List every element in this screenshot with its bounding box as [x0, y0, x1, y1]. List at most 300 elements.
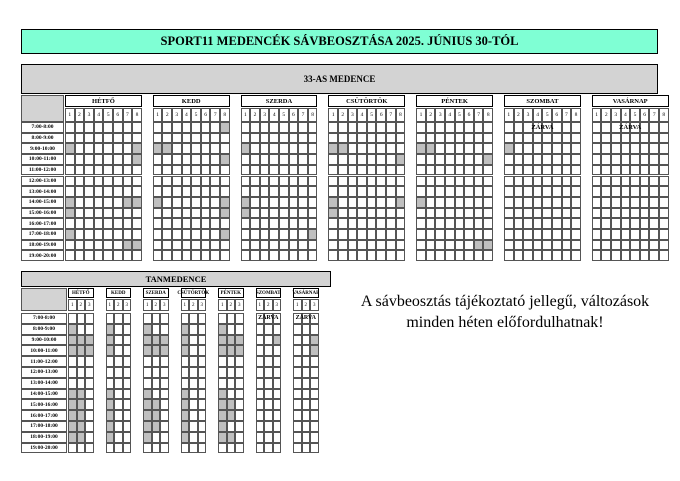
lane-slot	[504, 229, 514, 240]
lane-slot	[85, 378, 94, 389]
lane-slot	[464, 176, 474, 187]
lane-slot	[571, 218, 581, 229]
lane-number: 2	[189, 299, 198, 311]
lane-slot	[426, 197, 436, 208]
lane-slot	[279, 143, 289, 154]
lane-slot	[198, 335, 207, 346]
lane-slot	[348, 122, 358, 133]
lane-slot	[455, 229, 465, 240]
lane-slot	[649, 197, 659, 208]
lane-slot	[298, 122, 308, 133]
lane-slot	[426, 154, 436, 165]
lane-slot	[611, 218, 621, 229]
lane-slot	[181, 443, 190, 454]
lane-slot	[416, 229, 426, 240]
time-slot-label: 11:00-12:00	[21, 165, 64, 176]
lane-slot	[445, 208, 455, 219]
lane-slot	[659, 229, 669, 240]
lane-slot	[630, 133, 640, 144]
lane-slot	[376, 250, 386, 261]
lane-slot	[474, 176, 484, 187]
lane-slot	[302, 345, 311, 356]
lane-slot	[445, 122, 455, 133]
lane-slot	[162, 186, 172, 197]
lane-slot	[357, 122, 367, 133]
lane-slot	[289, 143, 299, 154]
lane-slot	[514, 165, 524, 176]
lane-slot	[552, 240, 562, 251]
lane-slot	[659, 208, 669, 219]
day-header: CSÜTÖRTÖK	[328, 95, 405, 107]
lane-slot	[103, 250, 113, 261]
lane-slot	[256, 367, 265, 378]
lane-slot	[445, 197, 455, 208]
lane-number: 8	[483, 108, 493, 122]
day-header: SZERDA	[143, 288, 169, 298]
lane-slot	[68, 324, 77, 335]
lane-slot	[113, 240, 123, 251]
time-slot-label: 7:00-8:00	[21, 313, 67, 324]
lane-slot	[542, 208, 552, 219]
lane-slot	[264, 335, 273, 346]
lane-slot	[123, 229, 133, 240]
lane-slot	[357, 229, 367, 240]
lane-slot	[68, 378, 77, 389]
time-slot-label: 10:00-11:00	[21, 154, 64, 165]
lane-slot	[483, 250, 493, 261]
lane-slot	[123, 176, 133, 187]
lane-slot	[152, 432, 161, 443]
lane-slot	[220, 133, 230, 144]
lane-slot	[191, 165, 201, 176]
lane-slot	[435, 186, 445, 197]
lane-slot	[367, 165, 377, 176]
lane-slot	[571, 250, 581, 261]
lane-slot	[260, 154, 270, 165]
lane-slot	[514, 186, 524, 197]
lane-number: 1	[256, 299, 265, 311]
lane-slot	[298, 186, 308, 197]
lane-slot	[376, 122, 386, 133]
lane-slot	[396, 250, 406, 261]
lane-slot	[189, 335, 198, 346]
lane-slot	[293, 335, 302, 346]
lane-slot	[132, 208, 142, 219]
closed-label: ZÁRVA	[619, 123, 642, 131]
lane-slot	[386, 229, 396, 240]
lane-slot	[210, 143, 220, 154]
lane-slot	[542, 250, 552, 261]
lane-slot	[416, 218, 426, 229]
lane-slot	[269, 218, 279, 229]
lane-slot	[445, 229, 455, 240]
lane-slot	[181, 345, 190, 356]
lane-slot	[601, 176, 611, 187]
lane-number: 6	[201, 108, 211, 122]
lane-slot	[289, 218, 299, 229]
lane-slot	[172, 165, 182, 176]
lane-slot	[77, 356, 86, 367]
lane-slot	[273, 335, 282, 346]
lane-slot	[68, 389, 77, 400]
lane-slot	[630, 250, 640, 261]
lane-slot	[260, 240, 270, 251]
lane-slot	[162, 154, 172, 165]
lane-slot	[474, 154, 484, 165]
lane-number: 3	[523, 108, 533, 122]
lane-slot	[611, 208, 621, 219]
lane-slot	[376, 208, 386, 219]
lane-slot	[162, 197, 172, 208]
lane-slot	[143, 367, 152, 378]
day-header: KEDD	[153, 95, 230, 107]
lane-slot	[376, 240, 386, 251]
lane-slot	[474, 165, 484, 176]
lane-slot	[328, 122, 338, 133]
lane-slot	[621, 240, 631, 251]
lane-slot	[533, 218, 543, 229]
lane-number: 8	[308, 108, 318, 122]
lane-number: 2	[75, 108, 85, 122]
lane-slot	[293, 399, 302, 410]
lane-slot	[298, 197, 308, 208]
lane-slot	[592, 229, 602, 240]
lane-slot	[153, 208, 163, 219]
time-slot-label: 12:00-13:00	[21, 367, 67, 378]
lane-slot	[298, 240, 308, 251]
lane-slot	[533, 165, 543, 176]
lane-slot	[386, 250, 396, 261]
lane-number: 1	[241, 108, 251, 122]
lane-slot	[114, 313, 123, 324]
lane-slot	[123, 399, 132, 410]
lane-slot	[106, 389, 115, 400]
lane-slot	[84, 122, 94, 133]
lane-slot	[571, 186, 581, 197]
lane-slot	[123, 165, 133, 176]
lane-slot	[160, 324, 169, 335]
lane-slot	[269, 154, 279, 165]
lane-slot	[273, 389, 282, 400]
lane-slot	[85, 399, 94, 410]
time-slot-label: 14:00-15:00	[21, 197, 64, 208]
lane-slot	[474, 250, 484, 261]
lane-slot	[416, 197, 426, 208]
lane-slot	[455, 250, 465, 261]
lane-slot	[523, 218, 533, 229]
lane-slot	[426, 176, 436, 187]
lane-slot	[621, 176, 631, 187]
lane-slot	[68, 410, 77, 421]
lane-slot	[84, 208, 94, 219]
lane-slot	[152, 399, 161, 410]
lane-slot	[160, 432, 169, 443]
lane-slot	[191, 218, 201, 229]
lane-slot	[181, 367, 190, 378]
lane-slot	[241, 143, 251, 154]
lane-slot	[250, 229, 260, 240]
lane-number: 1	[68, 299, 77, 311]
lane-slot	[189, 313, 198, 324]
lane-number: 1	[328, 108, 338, 122]
lane-slot	[106, 410, 115, 421]
training-pool-schedule	[21, 271, 331, 453]
lane-slot	[123, 197, 133, 208]
lane-slot	[68, 421, 77, 432]
lane-slot	[649, 250, 659, 261]
lane-slot	[198, 443, 207, 454]
lane-slot	[123, 240, 133, 251]
lane-slot	[269, 250, 279, 261]
lane-slot	[659, 240, 669, 251]
lane-slot	[153, 165, 163, 176]
lane-slot	[348, 176, 358, 187]
lane-slot	[182, 197, 192, 208]
lane-slot	[298, 133, 308, 144]
lane-slot	[68, 345, 77, 356]
lane-number: 8	[220, 108, 230, 122]
lane-slot	[483, 240, 493, 251]
lane-slot	[483, 133, 493, 144]
lane-slot	[264, 410, 273, 421]
lane-number: 1	[416, 108, 426, 122]
lane-slot	[367, 208, 377, 219]
lane-slot	[514, 250, 524, 261]
lane-slot	[250, 197, 260, 208]
lane-slot	[640, 208, 650, 219]
lane-slot	[235, 313, 244, 324]
lane-slot	[308, 186, 318, 197]
lane-slot	[106, 421, 115, 432]
lane-slot	[189, 367, 198, 378]
lane-slot	[552, 197, 562, 208]
lane-slot	[293, 356, 302, 367]
lane-slot	[455, 218, 465, 229]
lane-slot	[533, 240, 543, 251]
lane-slot	[649, 229, 659, 240]
lane-slot	[152, 345, 161, 356]
lane-slot	[367, 154, 377, 165]
lane-slot	[552, 250, 562, 261]
lane-slot	[601, 133, 611, 144]
lane-slot	[279, 218, 289, 229]
lane-slot	[279, 176, 289, 187]
lane-number: 3	[84, 108, 94, 122]
lane-slot	[630, 240, 640, 251]
lane-slot	[523, 176, 533, 187]
lane-slot	[302, 324, 311, 335]
lane-slot	[77, 378, 86, 389]
lane-slot	[241, 197, 251, 208]
lane-slot	[241, 229, 251, 240]
lane-number: 7	[210, 108, 220, 122]
lane-number: 7	[298, 108, 308, 122]
lane-slot	[328, 240, 338, 251]
lane-slot	[264, 378, 273, 389]
lane-slot	[435, 218, 445, 229]
lane-slot	[260, 165, 270, 176]
lane-number: 8	[396, 108, 406, 122]
lane-slot	[542, 229, 552, 240]
lane-slot	[621, 165, 631, 176]
lane-slot	[77, 313, 86, 324]
lane-slot	[435, 197, 445, 208]
lane-slot	[386, 176, 396, 187]
lane-slot	[562, 197, 572, 208]
lane-slot	[84, 250, 94, 261]
lane-slot	[68, 432, 77, 443]
lane-slot	[640, 197, 650, 208]
lane-slot	[132, 218, 142, 229]
lane-slot	[310, 421, 319, 432]
lane-slot	[416, 186, 426, 197]
time-slot-label: 14:00-15:00	[21, 389, 67, 400]
lane-slot	[162, 240, 172, 251]
lane-slot	[630, 229, 640, 240]
lane-slot	[113, 229, 123, 240]
lane-slot	[552, 229, 562, 240]
lane-slot	[357, 240, 367, 251]
lane-slot	[445, 240, 455, 251]
lane-slot	[250, 250, 260, 261]
time-slot-label: 8:00-9:00	[21, 133, 64, 144]
lane-slot	[181, 410, 190, 421]
lane-slot	[592, 250, 602, 261]
lane-number: 3	[435, 108, 445, 122]
lane-slot	[218, 378, 227, 389]
lane-slot	[523, 133, 533, 144]
lane-slot	[153, 186, 163, 197]
lane-slot	[483, 165, 493, 176]
lane-number: 2	[302, 299, 311, 311]
lane-slot	[611, 186, 621, 197]
lane-slot	[75, 208, 85, 219]
lane-slot	[106, 356, 115, 367]
lane-slot	[289, 176, 299, 187]
lane-slot	[338, 240, 348, 251]
lane-slot	[289, 250, 299, 261]
lane-slot	[189, 399, 198, 410]
lane-slot	[132, 229, 142, 240]
lane-slot	[113, 143, 123, 154]
lane-slot	[201, 165, 211, 176]
lane-slot	[201, 133, 211, 144]
lane-slot	[198, 421, 207, 432]
lane-slot	[220, 186, 230, 197]
lane-slot	[227, 389, 236, 400]
lane-slot	[611, 133, 621, 144]
time-slot-label: 17:00-18:00	[21, 421, 67, 432]
lane-slot	[106, 443, 115, 454]
lane-slot	[143, 432, 152, 443]
lane-slot	[77, 324, 86, 335]
lane-slot	[279, 186, 289, 197]
lane-slot	[542, 197, 552, 208]
lane-slot	[172, 133, 182, 144]
lane-slot	[504, 197, 514, 208]
lane-slot	[504, 154, 514, 165]
lane-slot	[289, 165, 299, 176]
lane-slot	[260, 133, 270, 144]
lane-slot	[483, 122, 493, 133]
lane-slot	[143, 421, 152, 432]
lane-number: 5	[191, 108, 201, 122]
lane-slot	[435, 176, 445, 187]
lane-slot	[367, 229, 377, 240]
lane-slot	[279, 197, 289, 208]
lane-slot	[250, 143, 260, 154]
lane-slot	[514, 154, 524, 165]
lane-slot	[464, 240, 474, 251]
lane-slot	[106, 313, 115, 324]
lane-slot	[533, 208, 543, 219]
time-slot-label: 16:00-17:00	[21, 410, 67, 421]
lane-slot	[85, 313, 94, 324]
lane-slot	[445, 186, 455, 197]
lane-slot	[113, 133, 123, 144]
lane-slot	[571, 165, 581, 176]
lane-number: 2	[227, 299, 236, 311]
lane-slot	[386, 208, 396, 219]
lane-slot	[533, 154, 543, 165]
lane-slot	[181, 378, 190, 389]
lane-slot	[201, 176, 211, 187]
lane-slot	[533, 176, 543, 187]
time-slot-label: 17:00-18:00	[21, 229, 64, 240]
lane-slot	[152, 313, 161, 324]
lane-slot	[256, 410, 265, 421]
lane-slot	[103, 218, 113, 229]
lane-slot	[435, 154, 445, 165]
lane-slot	[455, 176, 465, 187]
lane-number: 3	[123, 299, 132, 311]
lane-slot	[269, 197, 279, 208]
lane-slot	[103, 154, 113, 165]
lane-slot	[386, 154, 396, 165]
lane-slot	[201, 240, 211, 251]
lane-number: 1	[153, 108, 163, 122]
lane-slot	[264, 432, 273, 443]
lane-slot	[483, 176, 493, 187]
lane-slot	[562, 143, 572, 154]
day-header: VASÁRNAP	[592, 95, 669, 107]
lane-slot	[611, 240, 621, 251]
lane-slot	[611, 197, 621, 208]
lane-slot	[542, 143, 552, 154]
page-title: SPORT11 MEDENCÉK SÁVBEOSZTÁSA 2025. JÚNIUS 30-TÓL	[21, 29, 658, 54]
lane-slot	[338, 122, 348, 133]
lane-slot	[85, 356, 94, 367]
lane-slot	[250, 208, 260, 219]
lane-slot	[396, 229, 406, 240]
lane-number: 2	[114, 299, 123, 311]
lane-slot	[310, 367, 319, 378]
lane-slot	[256, 345, 265, 356]
lane-slot	[386, 197, 396, 208]
lane-slot	[132, 250, 142, 261]
lane-slot	[201, 197, 211, 208]
lane-slot	[338, 154, 348, 165]
lane-slot	[189, 378, 198, 389]
lane-slot	[218, 389, 227, 400]
lane-slot	[273, 378, 282, 389]
lane-slot	[523, 165, 533, 176]
lane-slot	[514, 208, 524, 219]
lane-slot	[189, 410, 198, 421]
lane-slot	[426, 218, 436, 229]
lane-slot	[310, 378, 319, 389]
lane-slot	[533, 143, 543, 154]
